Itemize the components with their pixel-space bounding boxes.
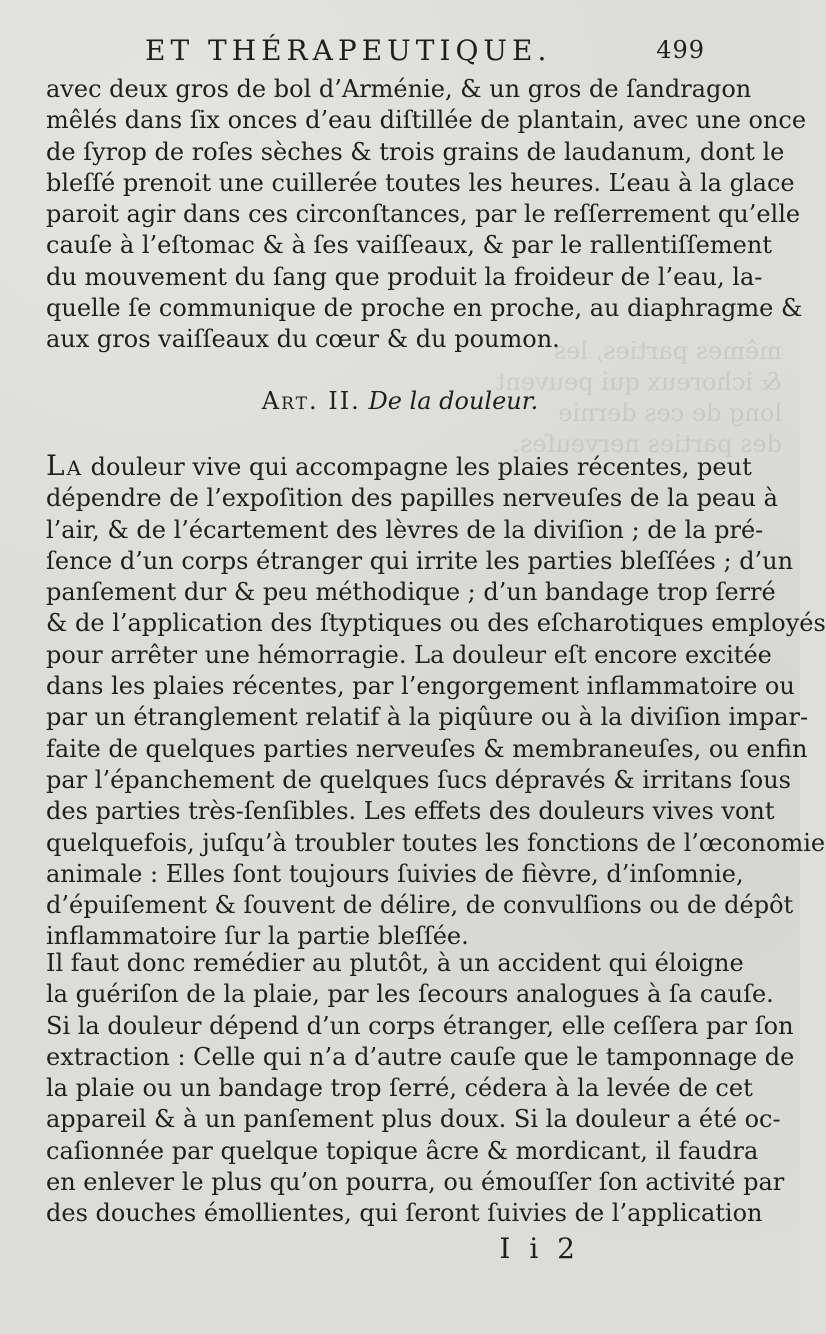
second-paragraph-line-7: caſionnée par quelque topique âcre & mordicant, il faudra [46, 1136, 759, 1165]
second-paragraph-line-5: la plaie ou un bandage trop ſerré, cédera à la levée de cet [46, 1074, 753, 1103]
top-paragraph [46, 74, 807, 356]
top-paragraph-line-9: aux gros vaiſſeaux du cœur & du poumon. [46, 325, 560, 354]
second-paragraph [46, 948, 795, 1230]
second-paragraph-line-1: Il faut donc remédier au plutôt, à un accident qui éloigne [46, 949, 744, 977]
article-title: De la douleur. [368, 387, 539, 415]
top-paragraph-line-4: bleſſé prenoit une cuillerée toutes les heures. L’eau à la glace [46, 168, 795, 197]
main-paragraph-line-11: par l’épanchement de quelques ſucs dépravés & irritans ſous [46, 765, 791, 794]
page-number: 499 [656, 36, 705, 64]
main-paragraph-line-5: panſement dur & peu méthodique ; d’un bandage trop ſerré [46, 578, 776, 607]
article-label: Art. II. [261, 387, 361, 415]
main-paragraph-line-9: par un étranglement relatif à la piqûure ou à la diviſion impar- [46, 703, 809, 732]
lead-capital: La [46, 449, 84, 482]
article-heading [0, 387, 800, 415]
main-paragraph-line-16: inflammatoire ſur la partie bleſſée. [46, 922, 469, 951]
top-paragraph-line-1: avec deux gros de bol d’Arménie, & un gros de ſandragon [46, 75, 752, 103]
second-paragraph-line-8: en enlever le plus qu’on pourra, ou émouſſer ſon activité par [46, 1168, 785, 1197]
main-paragraph-line-13: quelquefois, juſqu’à troubler toutes les fonctions de l’œconomie [46, 828, 826, 857]
page-header [145, 34, 705, 70]
main-paragraph-line-3: l’air, & de l’écartement des lèvres de la diviſion ; de la pré- [46, 515, 764, 544]
main-paragraph-line-7: pour arrêter une hémorragie. La douleur eſt encore excitée [46, 640, 772, 669]
signature-mark: I i 2 [499, 1232, 580, 1265]
main-paragraph [46, 449, 826, 953]
second-paragraph-line-3: Si la douleur dépend d’un corps étranger, elle ceſſera par ſon [46, 1011, 794, 1040]
main-paragraph-line-2: dépendre de l’expoſition des papilles nerveuſes de la peau à [46, 484, 778, 513]
main-paragraph-line-10: faite de quelques parties nerveuſes & membraneuſes, ou enfin [46, 734, 808, 763]
main-paragraph-first-line-rest: douleur vive qui accompagne les plaies récentes, peut [83, 453, 752, 481]
main-paragraph-line-8: dans les plaies récentes, par l’engorgement inflammatoire ou [46, 672, 795, 701]
top-paragraph-line-5: paroit agir dans ces circonſtances, par le reſſerrement qu’elle [46, 200, 801, 229]
top-paragraph-line-8: quelle ſe communique de proche en proche, au diaphragme & [46, 294, 803, 323]
main-paragraph-line-6: & de l’application des ſtyptiques ou des eſcharotiques employés [46, 609, 826, 638]
main-paragraph-line-1 [46, 449, 752, 483]
show-through-text: mêmes parties, les & ichoreux qui peuvent long de ces dernie des parties nerveuſes. [495, 337, 782, 458]
top-paragraph-line-3: de ſyrop de roſes sèches & trois grains de laudanum, dont le [46, 137, 785, 166]
second-paragraph-line-2: la guériſon de la plaie, par les ſecours analogues à ſa cauſe. [46, 980, 774, 1009]
main-paragraph-line-12: des parties très-ſenſibles. Les effets des douleurs vives vont [46, 797, 775, 826]
second-paragraph-line-6: appareil & à un panſement plus doux. Si la douleur a été oc- [46, 1105, 781, 1134]
running-head: ET THÉRAPEUTIQUE. [145, 34, 552, 67]
top-paragraph-line-6: cauſe à l’eſtomac & à ſes vaiſſeaux, & par le rallentiſſement [46, 231, 772, 260]
top-paragraph-line-7: du mouvement du ſang que produit la froideur de l’eau, la- [46, 262, 763, 291]
main-paragraph-line-4: ſence d’un corps étranger qui irrite les parties bleſſées ; d’un [46, 546, 794, 575]
second-paragraph-line-9: des douches émollientes, qui ſeront ſuivies de l’application [46, 1199, 763, 1228]
main-paragraph-line-15: d’épuiſement & ſouvent de délire, de convulſions ou de dépôt [46, 891, 794, 920]
top-paragraph-line-2: mêlés dans ſix onces d’eau diſtillée de plantain, avec une once [46, 106, 807, 135]
main-paragraph-line-14: animale : Elles ſont toujours ſuivies de fièvre, d’inſomnie, [46, 859, 744, 888]
second-paragraph-line-4: extraction : Celle qui n’a d’autre cauſe que le tamponnage de [46, 1042, 795, 1071]
